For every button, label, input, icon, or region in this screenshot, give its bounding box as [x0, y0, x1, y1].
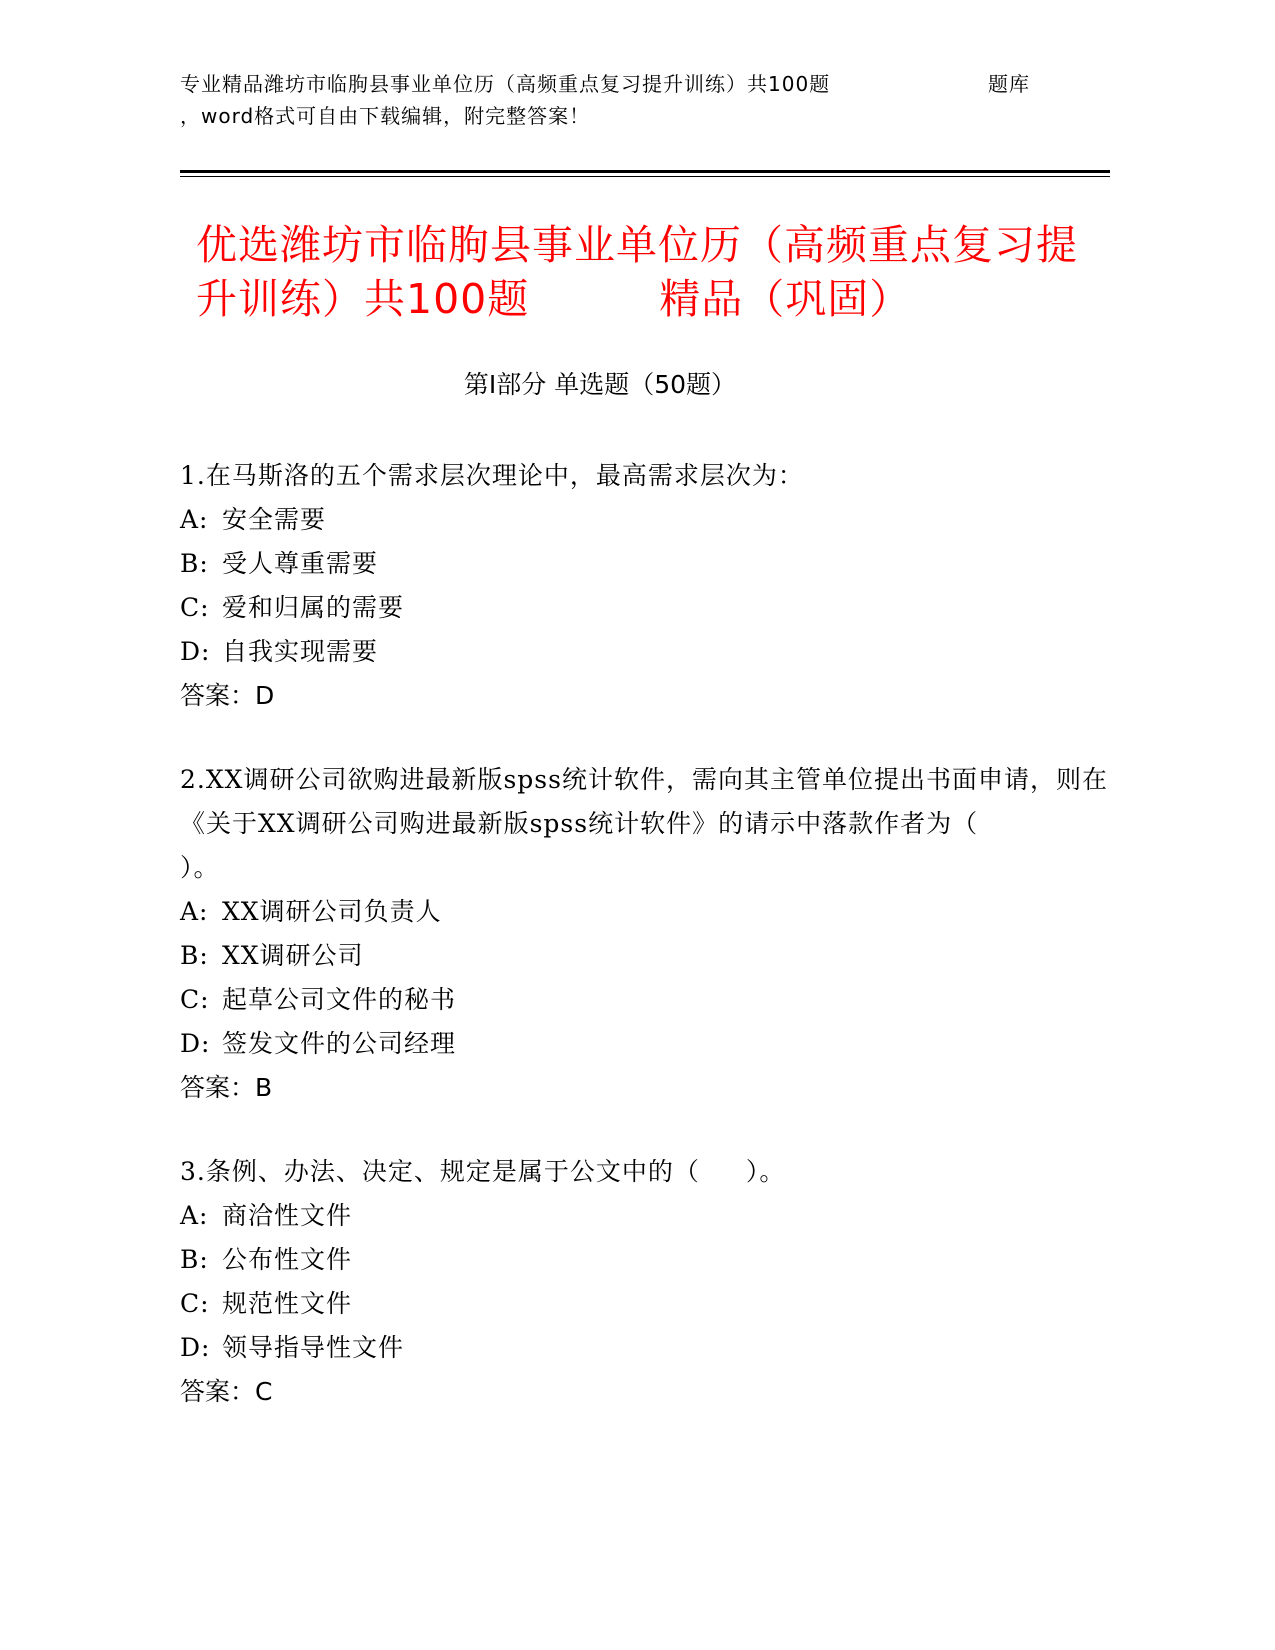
title-main: 优选潍坊市临朐县事业单位历（高频重点复习提升训练）共100题 [196, 221, 1078, 323]
header-line-1 [180, 68, 1110, 100]
option-text: 领导指导性文件 [222, 1333, 405, 1362]
option-a [180, 1194, 1110, 1238]
option-b [180, 542, 1110, 586]
option-text: 规范性文件 [222, 1289, 353, 1318]
option-key: C: [180, 1289, 210, 1318]
question-stem: 1.在马斯洛的五个需求层次理论中，最高需求层次为： [180, 461, 804, 490]
option-key: D: [180, 1029, 211, 1058]
option-c [180, 978, 1110, 1022]
answer: 答案：D [180, 681, 275, 710]
option-text: 自我实现需要 [222, 637, 379, 666]
option-b [180, 1238, 1110, 1282]
document-title [196, 218, 1096, 326]
header-tag: 题库 [988, 72, 1030, 96]
title-tag: 精品（巩固） [659, 275, 912, 323]
option-a [180, 890, 1110, 934]
option-c [180, 586, 1110, 630]
option-key: D: [180, 1333, 211, 1362]
question-2 [180, 758, 1110, 1110]
question-stem-end: ）。 [745, 1157, 786, 1186]
header-line-2: ，word格式可自由下载编辑，附完整答案！ [180, 104, 591, 128]
option-text: XX调研公司 [222, 941, 364, 970]
option-d [180, 1326, 1110, 1370]
option-text: 签发文件的公司经理 [222, 1029, 457, 1058]
option-c [180, 1282, 1110, 1326]
option-key: B: [180, 1245, 209, 1274]
option-b [180, 934, 1110, 978]
question-stem-end: ）。 [180, 853, 220, 882]
answer: 答案：C [180, 1377, 273, 1406]
option-key: C: [180, 593, 210, 622]
option-text: 爱和归属的需要 [222, 593, 405, 622]
question-1 [180, 454, 1110, 718]
option-d [180, 1022, 1110, 1066]
header-divider-thin [180, 176, 1110, 177]
option-a [180, 498, 1110, 542]
question-stem [180, 758, 1110, 890]
question-3 [180, 1150, 1110, 1414]
option-key: A: [180, 505, 209, 534]
option-key: A: [180, 1201, 209, 1230]
header-text: 专业精品潍坊市临朐县事业单位历（高频重点复习提升训练）共100题 [180, 72, 831, 96]
option-text: 受人尊重需要 [222, 549, 379, 578]
question-stem [180, 1150, 1110, 1194]
option-d [180, 630, 1110, 674]
option-key: B: [180, 549, 209, 578]
option-text: 起草公司文件的秘书 [222, 985, 457, 1014]
question-stem-text: 3.条例、办法、决定、规定是属于公文中的（ [180, 1157, 700, 1186]
page-header [180, 68, 1110, 132]
option-text: 安全需要 [222, 505, 327, 534]
option-text: 公布性文件 [222, 1245, 353, 1274]
answer: 答案：B [180, 1073, 273, 1102]
option-key: D: [180, 637, 211, 666]
option-text: 商洽性文件 [222, 1201, 353, 1230]
option-key: B: [180, 941, 209, 970]
section-title: 第I部分 单选题（50题） [463, 370, 737, 399]
option-key: A: [180, 897, 209, 926]
header-divider-thick [180, 170, 1110, 173]
question-stem-text: 2.XX调研公司欲购进最新版spss统计软件，需向其主管单位提出书面申请，则在《关于XX调研公司购进最新版spss统计软件》的请示中落款作者为（ [180, 765, 1108, 838]
option-text: XX调研公司负责人 [222, 897, 442, 926]
option-key: C: [180, 985, 210, 1014]
